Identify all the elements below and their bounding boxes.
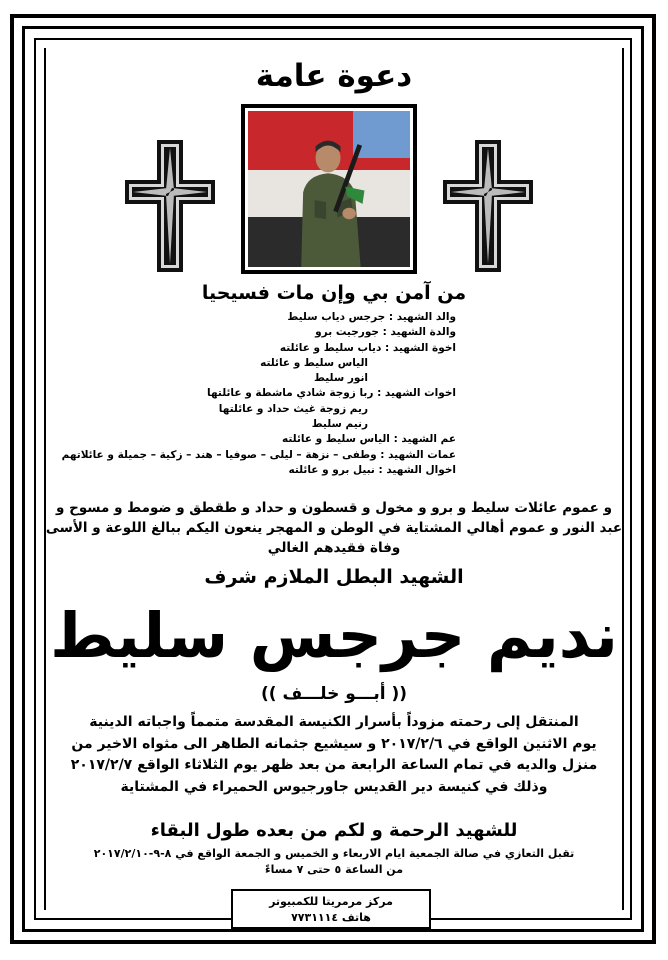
list-item: اخوة الشهيد : دياب سليط و عائلته [279, 341, 456, 354]
closing-line: للشهيد الرحمة و لكم من بعده طول البقاء [150, 820, 518, 841]
printer-phone: هاتف ٧٧٣١١١٤ [291, 911, 371, 924]
list-item: اخوات الشهيد : ربا زوجة شادي ماشطة و عائلتها [207, 387, 456, 400]
details-line: وذلك في كنيسة دير القديس جاورجيوس الحميراء في المشتاية [120, 778, 548, 795]
details-line: المنتقل إلى رحمته مزوداً بأسرار الكنيسة المقدسة متمماً واجباته الدينية [89, 714, 579, 730]
list-item: عم الشهيد : الياس سليط و عائلته [282, 433, 456, 446]
cross-icon [125, 140, 215, 272]
list-item: والدة الشهيد : جورجيت برو [315, 326, 456, 339]
family-list [36, 310, 456, 478]
list-item: اخوال الشهيد : نبيل برو و عائلته [288, 463, 456, 476]
soldier-figure [293, 133, 371, 267]
bible-verse: من آمن بي وإن مات فسيحيا [201, 282, 467, 304]
condolence-line: تقبل التعازي في صالة الجمعية ايام الاربعاء و الخميس و الجمعة الواقع في ٨-٩-٢٠١٧/٢/١٠ [93, 847, 575, 860]
list-item: الياس سليط و عائلته [260, 356, 368, 369]
deceased-nickname: (( أبـــو خلـــف )) [260, 684, 408, 704]
list-item: رنيم سليط [311, 418, 368, 431]
funeral-details [44, 712, 624, 798]
soldier-with-flag-photo [248, 111, 410, 267]
page-title: دعوة عامة [255, 58, 413, 94]
list-item: ريم زوجة غيث حداد و عائلتها [218, 402, 368, 415]
portrait-photo [241, 104, 417, 274]
clans-announcement: و عموم عائلات سليط و برو و مخول و قسطون و حداد و طقطق و ضومط و مسوح و عبد النور و عموم أهالي المشتاية في الوطن و المهجر ينعون اليكم ببالغ اللوعة و الأسى وفاة فقيدهم الغالي [45, 500, 623, 556]
list-item: انور سليط [314, 372, 368, 385]
printer-credit [231, 889, 431, 929]
cross-icon [443, 140, 533, 272]
details-line: منزل والديه في تمام الساعة الرابعة من بعد ظهر يوم الثلاثاء الواقع ٢٠١٧/٢/٧ [70, 757, 598, 773]
deceased-rank: الشهيد البطل الملازم شرف [204, 566, 464, 588]
list-item: والد الشهيد : جرجس دياب سليط [287, 311, 456, 323]
condolence-line: من الساعة ٥ حتى ٧ مساءً [264, 863, 404, 876]
condolence-info [44, 846, 624, 878]
deceased-name: نديم جرجس سليط [50, 599, 618, 672]
list-item: عمات الشهيد : وطفى – نزهة – ليلى – صوفيا – هند – زكية – جميلة و عائلاتهم [61, 448, 456, 461]
printer-name: مركز مرمريتا للكمبيوتر [269, 895, 393, 908]
details-line: يوم الاثنين الواقع في ٢٠١٧/٢/٦ و سيشيع جثمانه الطاهر الى مثواه الاخير من [71, 735, 597, 752]
